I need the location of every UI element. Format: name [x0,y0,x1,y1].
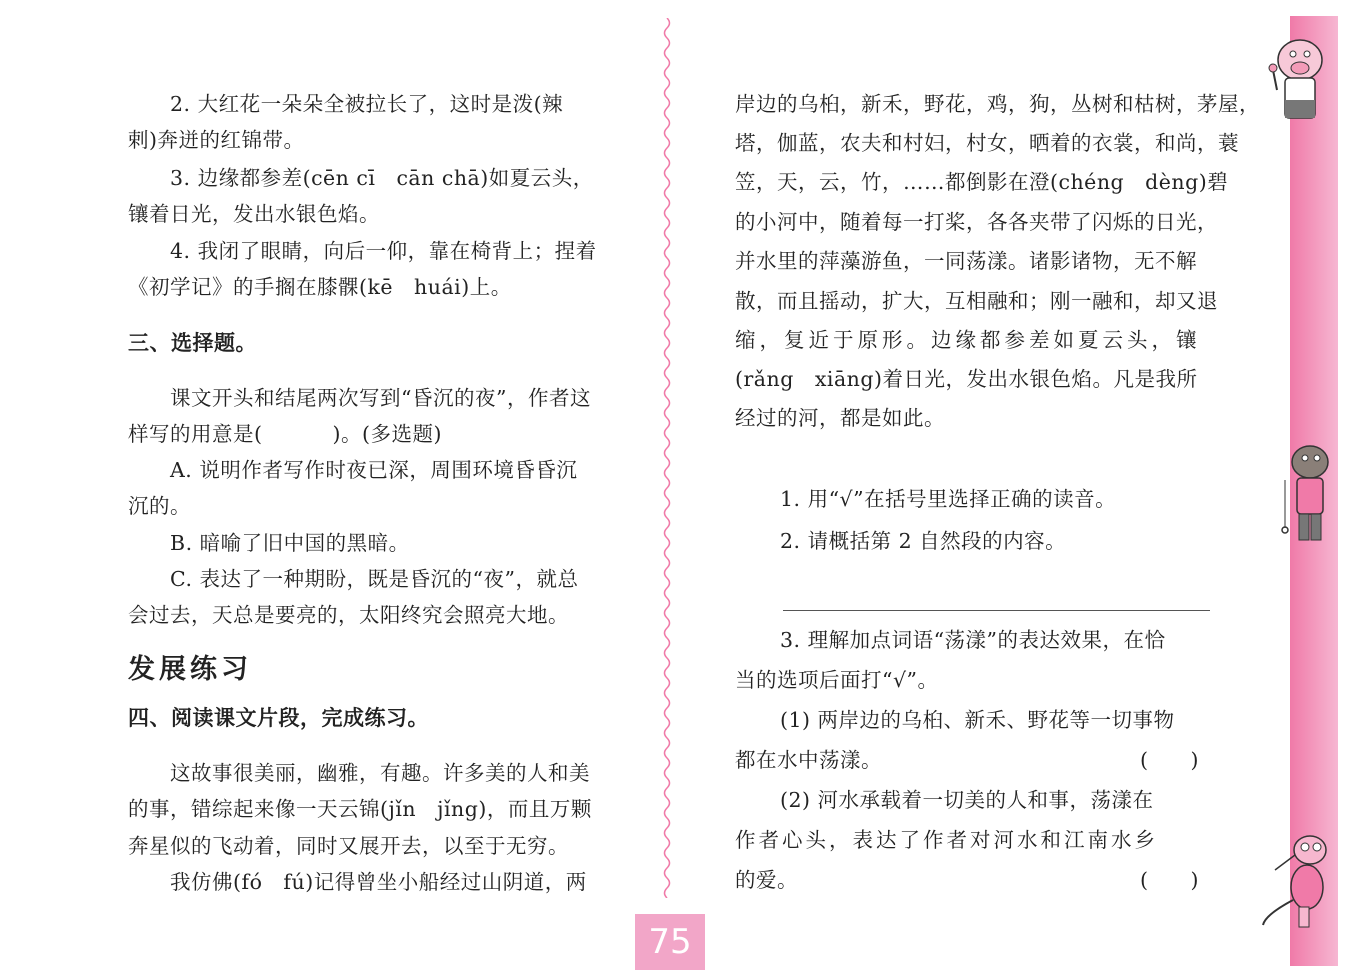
line: 课文开头和结尾两次写到“昏沉的夜”，作者这 [170,386,591,410]
line: 镶着日光，发出水银色焰。 [128,202,380,226]
passage-line: 的事，错综起来像一天云锦(jǐn jǐng)，而且万颗 [128,797,592,821]
passage-line: 笠，天，云，竹，……都倒影在澄(chéng dèng)碧 [735,170,1229,194]
left-page [0,0,660,980]
line: 当的选项后面打“√”。 [735,668,939,692]
option-1: (1) 两岸边的乌桕、新禾、野花等一切事物 [780,708,1175,732]
passage-line: 并水里的萍藻游鱼，一同荡漾。诸影诸物，无不解 [735,249,1197,273]
line: 剌)奔迸的红锦带。 [128,128,305,152]
question-line [128,416,442,452]
exercise-1: 1. 用“√”在括号里选择正确的读音。 [780,487,1117,511]
option-b: B. 暗喻了旧中国的黑暗。 [170,531,410,555]
answer-box-1[interactable]: ( ) [1140,748,1199,772]
passage-line: 缩，复近于原形。边缘都参差如夏云头，镶 [735,328,1201,352]
passage-line: (rǎng xiāng)着日光，发出水银色焰。凡是我所 [735,367,1198,391]
text: )。(多选题) [332,422,442,446]
passage-line: 我仿佛(fó fú)记得曾坐小船经过山阴道，两 [170,870,587,894]
line: 的爱。 [735,868,798,892]
pig-mascot-icon [1255,30,1335,130]
passage-line: 的小河中，随着每一打桨，各各夹带了闪烁的日光， [735,210,1218,234]
section-4-title: 四、阅读课文片段，完成练习。 [128,705,429,730]
option-a: A. 说明作者写作时夜已深，周围环境昏昏沉 [170,458,578,482]
line: 3. 边缘都参差(cēn cī cān chā)如夏云头， [170,166,594,190]
passage-line: 岸边的乌桕，新禾，野花，鸡，狗，丛树和枯树，茅屋， [735,92,1260,116]
line: 作者心头，表达了作者对河水和江南水乡 [735,828,1158,852]
page-number: 75 [635,914,705,970]
line: 都在水中荡漾。 [735,748,882,772]
section-3-title: 三、选择题。 [128,330,257,355]
right-page [680,0,1260,980]
text: 样写的用意是( [128,422,263,446]
option-2: (2) 河水承载着一切美的人和事，荡漾在 [780,788,1154,812]
exercise-2: 2. 请概括第 2 自然段的内容。 [780,529,1067,553]
kangaroo-mascot-icon [1255,825,1340,935]
option-c: C. 表达了一种期盼，既是昏沉的“夜”，就总 [170,567,579,591]
line: 4. 我闭了眼睛，向后一仰，靠在椅背上；捏着 [170,239,597,263]
passage-line: 经过的河，都是如此。 [735,406,945,430]
answer-line[interactable] [783,610,1210,611]
answer-box-2[interactable]: ( ) [1140,868,1199,892]
line: 会过去，天总是要亮的，太阳终究会照亮大地。 [128,603,569,627]
line: 《初学记》的手搁在膝髁(kē huái)上。 [128,275,512,299]
wavy-divider [660,18,674,898]
exercise-3: 3. 理解加点词语“荡漾”的表达效果，在恰 [780,628,1166,652]
line: 2. 大红花一朵朵全被拉长了，这时是泼(辣 [170,92,564,116]
passage-line: 塔，伽蓝，农夫和村妇，村女，晒着的衣裳，和尚，蓑 [735,131,1239,155]
wolf-mascot-icon [1275,440,1340,550]
passage-line: 奔星似的飞动着，同时又展开去，以至于无穷。 [128,834,569,858]
passage-line: 这故事很美丽，幽雅，有趣。许多美的人和美 [170,761,590,785]
development-practice-title: 发展练习 [128,654,252,685]
passage-line: 散，而且摇动，扩大，互相融和；刚一融和，却又退 [735,289,1218,313]
line: 沉的。 [128,494,191,518]
